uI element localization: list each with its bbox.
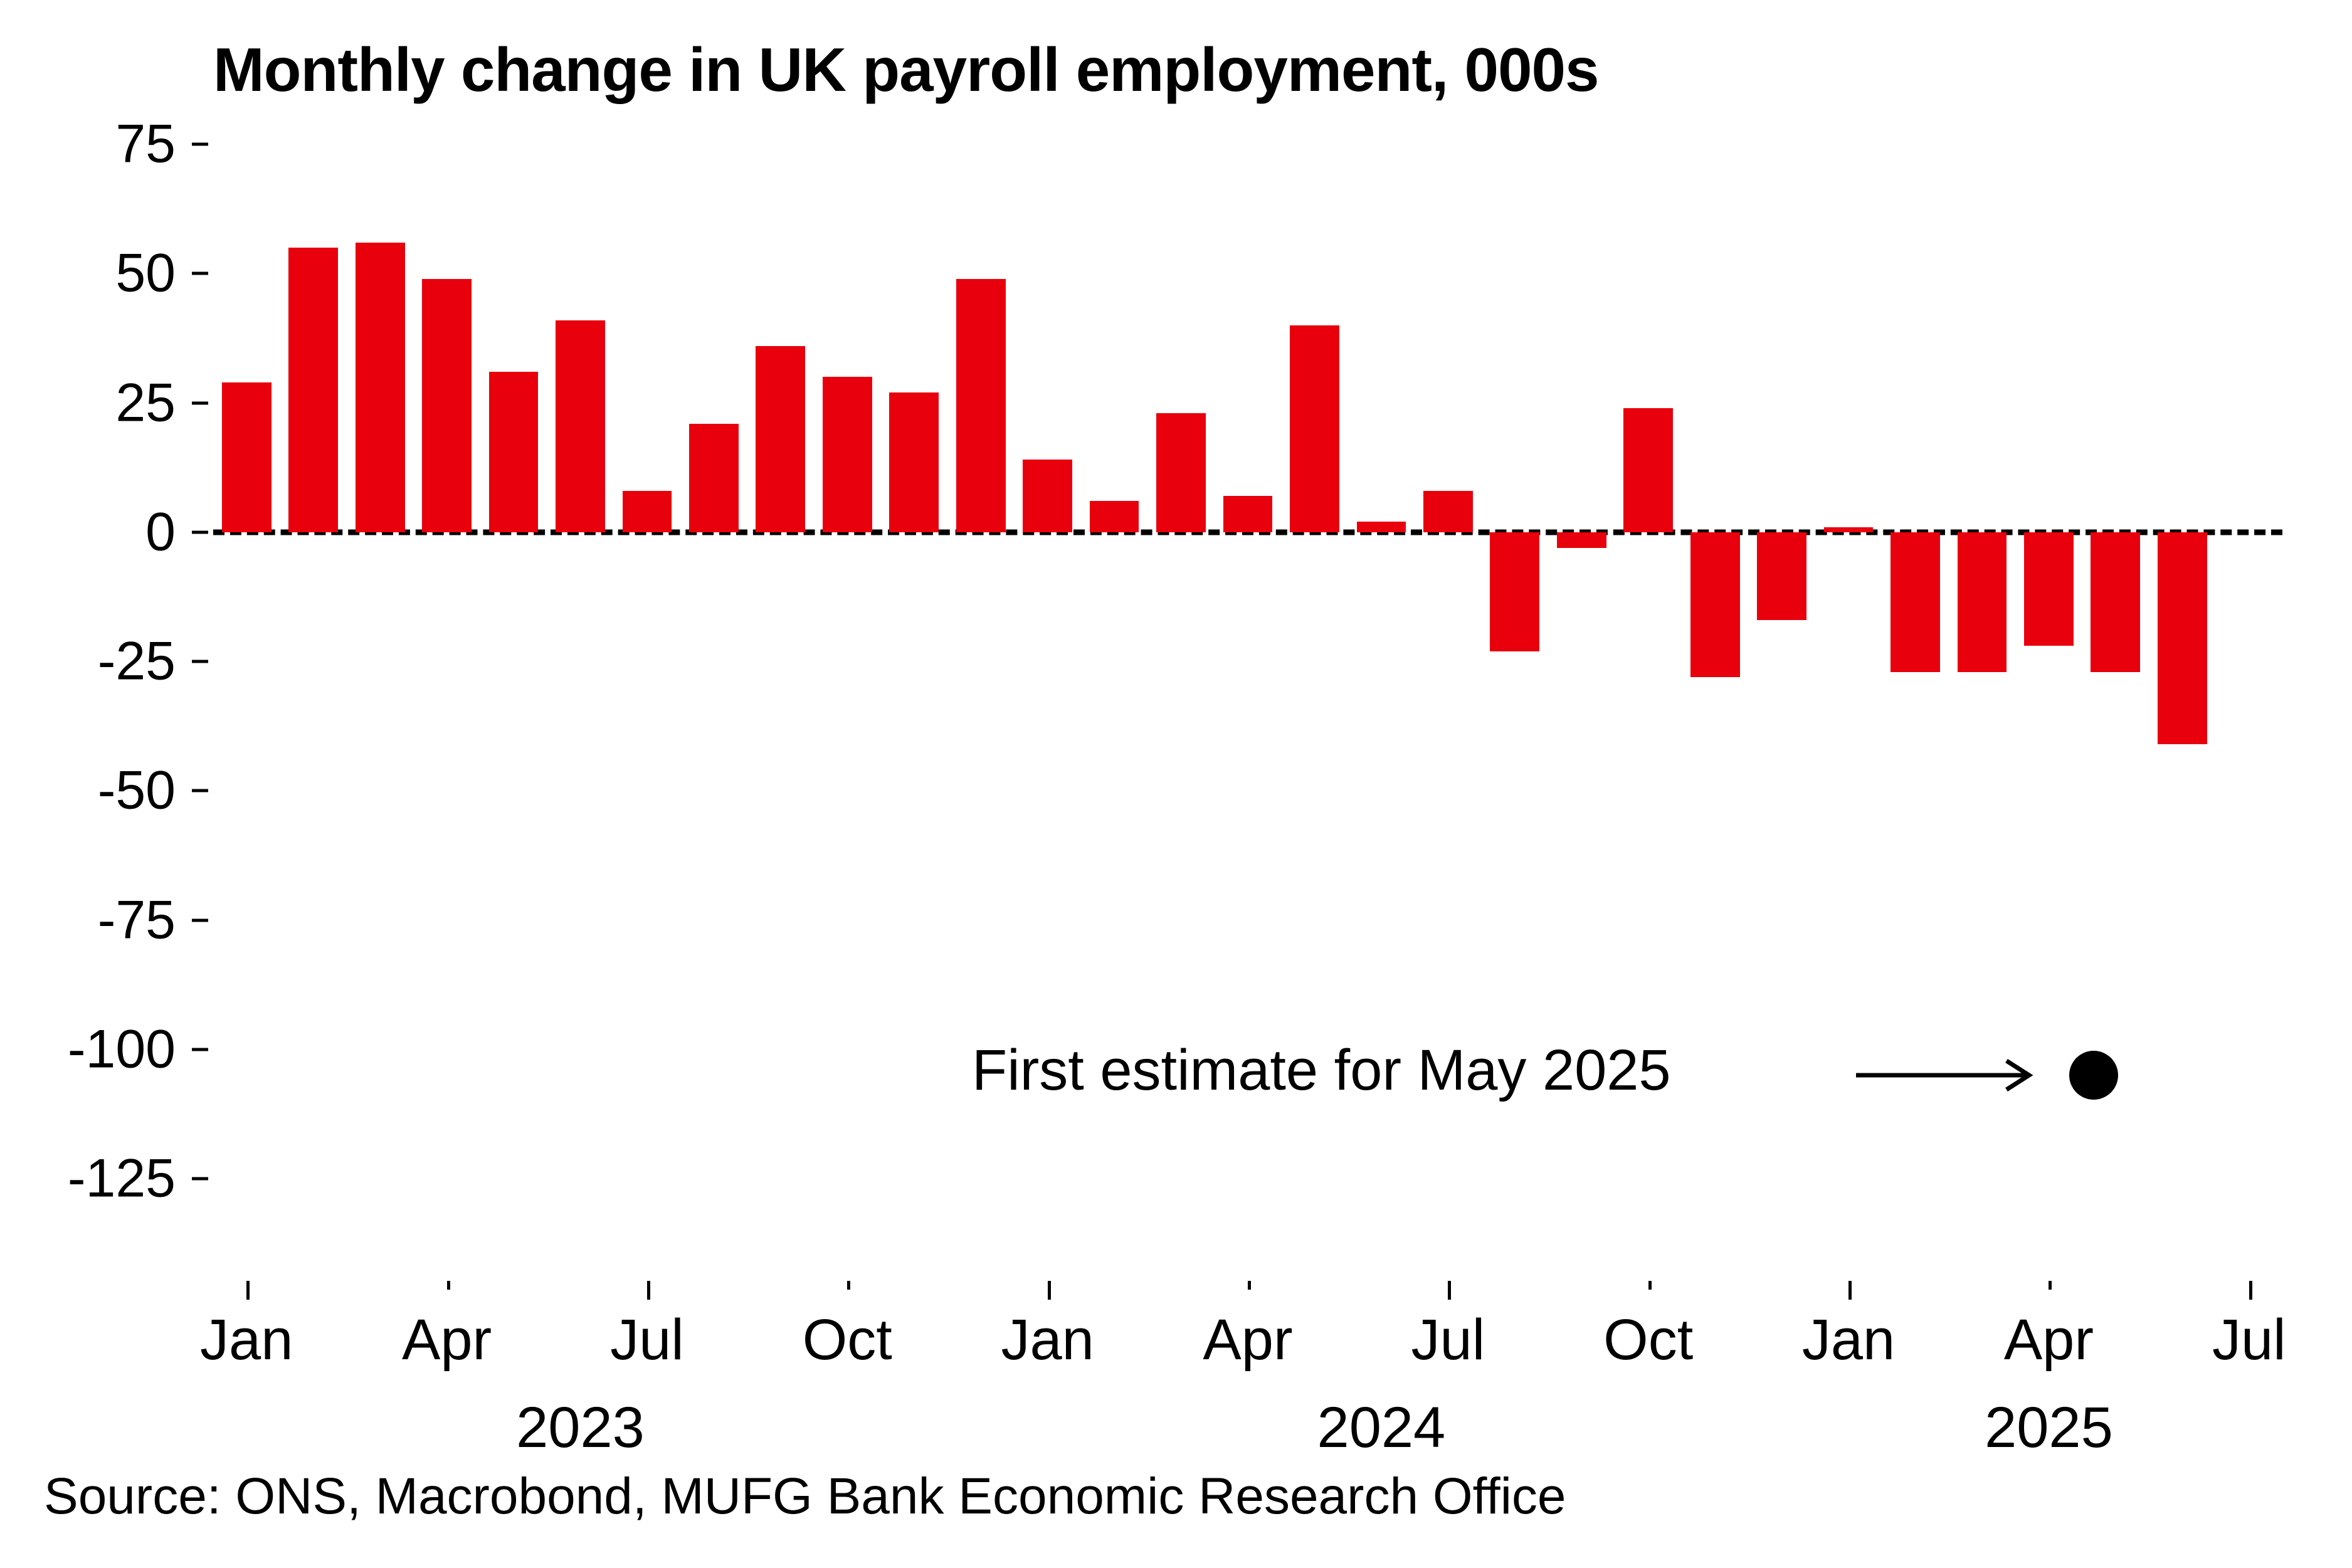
bar: [1958, 532, 2007, 672]
y-axis-tick-mark: [192, 789, 208, 792]
bar: [756, 346, 805, 532]
y-axis-tick-mark: [192, 918, 208, 922]
x-axis-tick-mark: [1848, 1281, 1852, 1300]
bar: [489, 372, 539, 532]
x-axis-tick-label: Apr: [2003, 1308, 2094, 1372]
bar: [1757, 532, 1806, 620]
x-axis-tick-mark: [1448, 1281, 1451, 1300]
x-axis-year-label: 2024: [1317, 1396, 1446, 1460]
arrow-icon: [1856, 1056, 2044, 1094]
bar: [889, 392, 939, 532]
bar: [288, 248, 338, 532]
x-axis-year-label: 2023: [516, 1396, 645, 1460]
y-axis-tick-label: 50: [115, 243, 176, 303]
y-axis-tick-mark: [192, 1177, 208, 1181]
x-axis-tick-label: Jul: [610, 1308, 684, 1372]
estimate-marker-dot: [2069, 1051, 2118, 1100]
x-axis-tick-mark: [1648, 1281, 1652, 1290]
x-axis-tick-label: Oct: [1603, 1308, 1694, 1372]
bar: [623, 491, 672, 532]
y-axis-tick-label: 25: [115, 372, 176, 433]
bar: [823, 377, 872, 532]
y-axis-tick-label: -25: [97, 631, 176, 692]
x-axis-tick-label: Apr: [1203, 1308, 1293, 1372]
y-axis-tick-label: -50: [97, 760, 176, 821]
annotation-text: First estimate for May 2025: [972, 1038, 1671, 1102]
bar: [1357, 522, 1406, 532]
bar: [1623, 408, 1673, 532]
bar: [1290, 325, 1339, 532]
x-axis-tick-mark: [1048, 1281, 1051, 1300]
x-axis-tick-mark: [2049, 1281, 2052, 1290]
bar: [1690, 532, 1740, 677]
bar-series: [213, 144, 2282, 1179]
bar: [1423, 491, 1473, 532]
bar: [2158, 532, 2207, 744]
y-axis-tick-mark: [192, 143, 208, 146]
plot-area: [67, 113, 2286, 1460]
bar: [1156, 413, 1206, 532]
y-axis-tick-mark: [192, 660, 208, 663]
bar: [1223, 496, 1273, 532]
x-axis-tick-mark: [1248, 1281, 1251, 1290]
bar: [2091, 532, 2140, 672]
y-axis-tick-mark: [192, 401, 208, 404]
x-axis-tick-label: Jan: [200, 1308, 293, 1372]
x-axis-tick-label: Apr: [401, 1308, 492, 1372]
x-axis-tick-label: Oct: [802, 1308, 892, 1372]
y-axis-tick-label: -125: [67, 1148, 176, 1209]
bar: [689, 424, 739, 532]
bar: [1891, 532, 1940, 672]
bar: [1090, 501, 1139, 532]
y-axis-tick-mark: [192, 1048, 208, 1051]
x-axis-year-label: 2025: [1985, 1396, 2113, 1460]
y-axis-tick-label: -75: [97, 890, 176, 950]
x-axis-tick-mark: [847, 1281, 850, 1290]
y-axis-tick-label: -100: [67, 1019, 176, 1080]
y-axis-tick-label: 75: [115, 113, 176, 174]
x-axis-tick-mark: [246, 1281, 250, 1300]
x-axis-tick-mark: [647, 1281, 650, 1300]
x-axis-tick-label: Jan: [1801, 1308, 1896, 1372]
source-note: Source: ONS, Macrobond, MUFG Bank Economic Research Office: [44, 1468, 1566, 1525]
x-axis-tick-label: Jan: [1001, 1308, 1094, 1372]
bar: [356, 243, 405, 532]
y-axis-tick-mark: [192, 530, 208, 534]
x-axis-tick-mark: [2249, 1281, 2252, 1300]
bar: [222, 382, 272, 532]
y-axis-tick-mark: [192, 272, 208, 275]
bar: [1490, 532, 1539, 651]
chart-title: Monthly change in UK payroll employment, 000s: [213, 35, 1599, 104]
bar: [422, 279, 472, 532]
bar: [2024, 532, 2074, 646]
x-axis-tick-label: Jul: [2212, 1308, 2286, 1372]
bar: [956, 279, 1006, 532]
x-axis-tick-label: Jul: [1411, 1308, 1485, 1372]
bar: [556, 320, 605, 532]
bar: [1824, 527, 1874, 532]
x-axis-tick-mark: [447, 1281, 450, 1290]
y-axis-tick-label: 0: [145, 502, 176, 562]
bar: [1023, 460, 1072, 532]
bar: [1557, 532, 1606, 548]
